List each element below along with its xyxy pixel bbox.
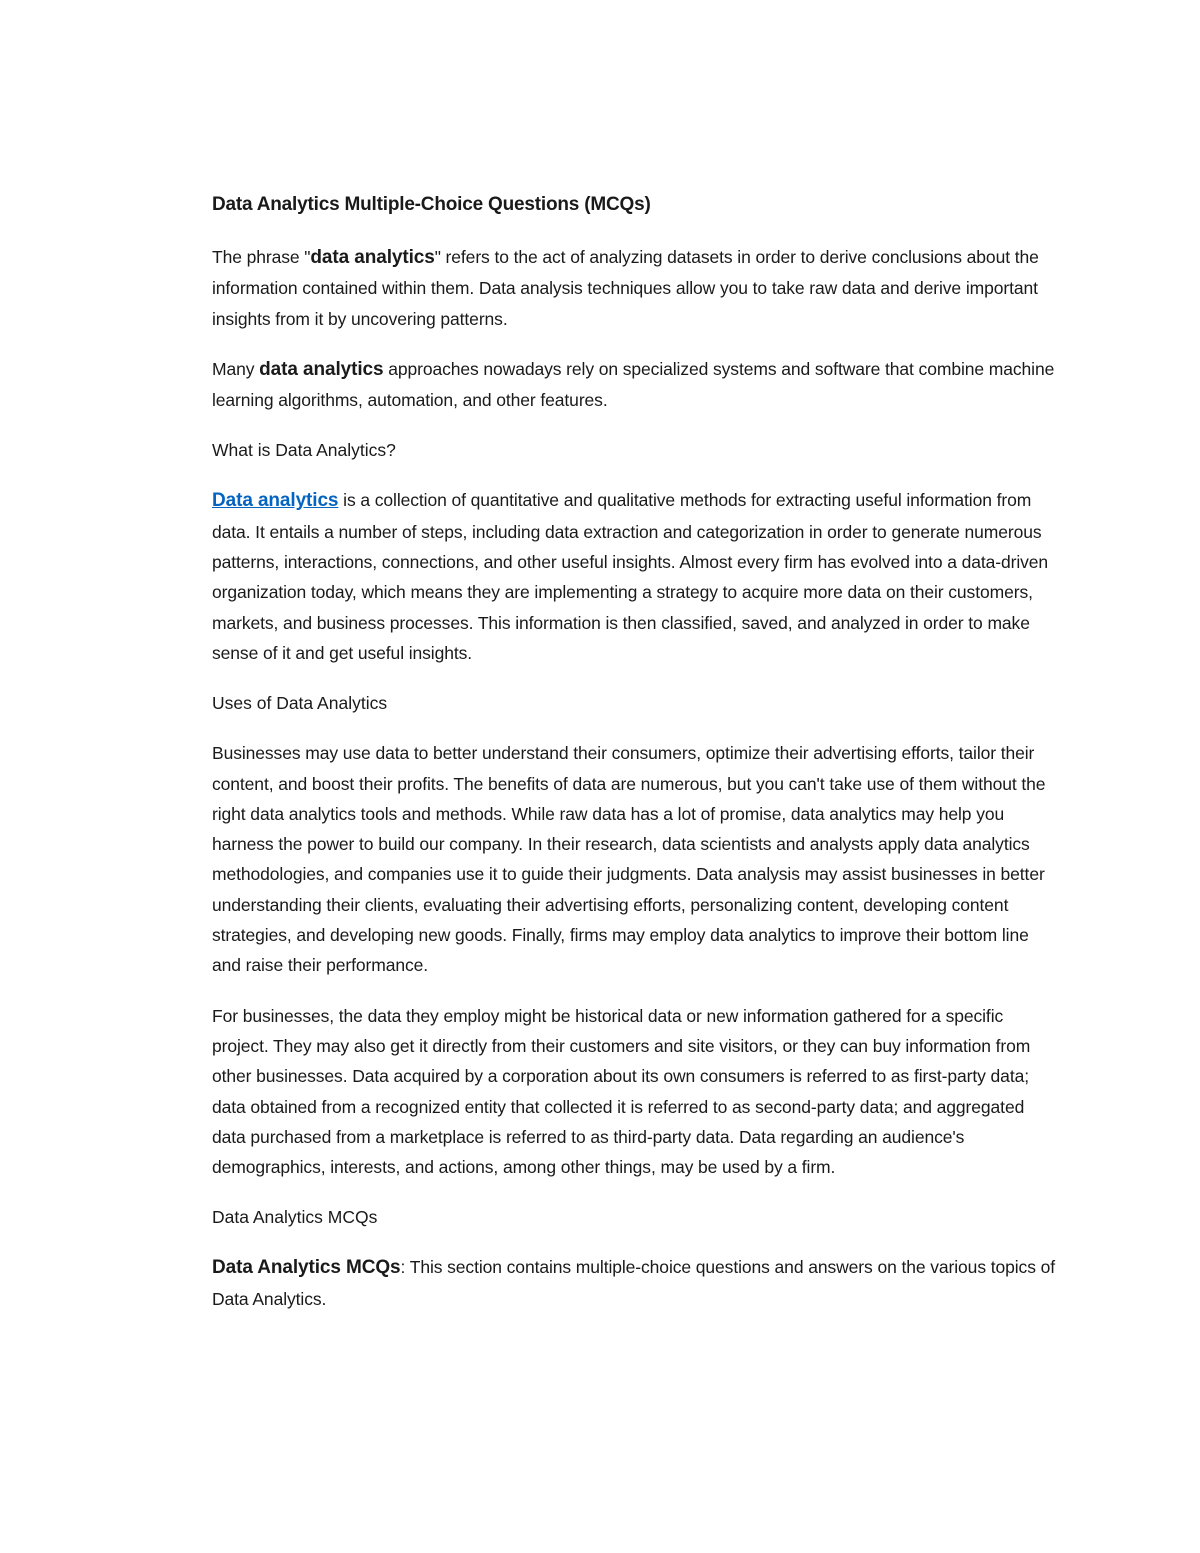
intro-p2-suffix: approaches nowadays rely on specialized systems and software that combine machine learning algorithms, automation, and other features.	[212, 358, 1055, 411]
intro-p1-prefix: The phrase "	[212, 247, 311, 267]
intro-p1-bold-term: data analytics	[310, 247, 435, 268]
data-analytics-link[interactable]: Data analytics	[212, 490, 339, 512]
section-heading-uses: Uses of Data Analytics	[212, 693, 388, 714]
intro-p2-prefix: Many	[212, 358, 260, 379]
mcqs-body: : This section contains multiple-choice questions and answers on the various topics of Data Analytics.	[212, 1257, 1056, 1309]
intro-p1-suffix: " refers to the act of analyzing datasets in order to derive conclusions about the information contained within them. Data analysis techniques allow you to take raw data and derive important insights from it by uncovering patterns.	[212, 247, 1039, 329]
intro-paragraph-1	[212, 242, 1062, 334]
document-title: Data Analytics Multiple-Choice Questions (MCQs)	[212, 194, 651, 215]
mcqs-bold-lead: Data Analytics MCQs	[212, 1257, 401, 1279]
uses-paragraph-1: Businesses may use data to better understand their consumers, optimize their advertising efforts, tailor their content, and boost their profits. The benefits of data are numerous, but you can't take use of them without the right data analytics tools and methods. While raw data has a lot of promise, data analytics may help you harness the power to build our company. In their research, data scientists and analysts apply data analytics methodologies, and companies use it to guide their judgments. Data analysis may assist businesses in better understanding their clients, evaluating their advertising efforts, personalizing content, developing content strategies, and developing new goods. Finally, firms may employ data analytics to improve their bottom line and raise their performance.	[212, 743, 1046, 976]
section-heading-what-is: What is Data Analytics?	[212, 440, 396, 461]
document-page	[212, 190, 1062, 1334]
intro-p2-bold-term: data analytics	[259, 358, 384, 380]
uses-paragraph-2: For businesses, the data they employ might be historical data or new information gathered for a specific project. They may also get it directly from their customers and site visitors, or they can buy information from other businesses. Data acquired by a corporation about its own consumers is referred to as first-party data; data obtained from a recognized entity that collected it is referred to as second-party data; and aggregated data purchased from a marketplace is referred to as third-party data. Data regarding an audience's demographics, interests, and actions, among other things, may be used by a firm.	[212, 1005, 1031, 1178]
what-is-paragraph	[212, 485, 1062, 668]
mcqs-paragraph	[212, 1252, 1062, 1314]
section-heading-mcqs: Data Analytics MCQs	[212, 1207, 378, 1228]
intro-paragraph-2	[212, 354, 1062, 416]
what-is-body: is a collection of quantitative and qualitative methods for extracting useful information from data. It entails a number of steps, including data extraction and categorization in order to generate numerous patterns, interactions, connections, and other useful insights. Almost every firm has evolved into a data-driven organization today, which means they are implementing a strategy to acquire more data on their customers, markets, and business processes. This information is then classified, saved, and analyzed in order to make sense of it and get useful insights.	[212, 490, 1049, 663]
